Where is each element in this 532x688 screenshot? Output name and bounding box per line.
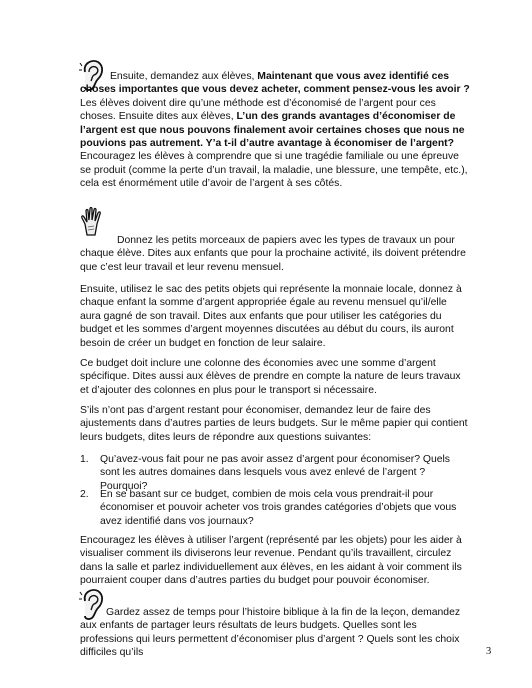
list-text: En se basant sur ce budget, combien de mois cela vous prendrait-il pour économiser et pouvoir acheter vos trois grandes catégories d’objets que vous avez identifié dans vos journaux? — [100, 489, 457, 527]
list-number: 1. — [80, 454, 89, 465]
page-number: 3 — [486, 646, 492, 657]
list-item — [80, 488, 470, 528]
paragraph-distribute-papers: Donnez les petits morceaux de papiers avec les types de travaux un pour chaque élève. Dites aux enfants que pour la prochaine activité, ils doivent prétendre que c’est leur travail et leur revenu mensuel. — [80, 235, 466, 273]
paragraph-bible-story: Gardez assez de temps pour l’histoire biblique à la fin de la leçon, demandez aux enfants de partager leurs résultats de leurs budgets. Quelles sont les professions qui leurs permettent d’économiser plus d’argent ? Quels sont les choix difficiles qu’ils — [80, 607, 461, 659]
list-number: 2. — [80, 489, 89, 500]
paragraph-visualize: Encouragez les élèves à utiliser l’argent (représenté par les objets) pour les aider à visualiser comment ils diviserons leur revenue. Pendant qu’ils travaillent, circulez dans la salle et parlez individuellement aux élèves, en les aidant à voir comment ils pourraient couper dans d’autres parties du budget pour pouvoir économiser. — [80, 535, 462, 587]
paragraph-savings-column: Ce budget doit inclure une colonne des économies avec une somme d’argent spécifique. Dites aussi aux élèves de prendre en compte la nature de leurs travaux et d’ajouter des colonnes en plus pour le transport si nécessaire. — [80, 358, 461, 396]
paragraph-money-bag: Ensuite, utilisez le sac des petits objets qui représente la monnaie locale, donnez à chaque enfant la somme d’argent appropriée égale au revenu mensuel qu’il/elle aura gagné de son travail. Dites aux enfants que pour utiliser les catégories du budget et les sommes d’argent moyennes discutées au début du cours, ils auront besoin de créer un budget en fonction de leur salaire. — [80, 284, 462, 349]
list-text: Qu’avez-vous fait pour ne pas avoir assez d’argent pour économiser? Quels sont les autres domaines dans lesquels vous avez enlevé de l’argent ? Pourquoi? — [100, 454, 451, 492]
paragraph-intro: Ensuite, demandez aux élèves, Maintenant que vous avez identifié ces choses importantes que vous devez acheter, comment pensez-vous les avoir ? Les élèves doivent dire qu’une méthode est d’économisé de l’argent pour ces choses. Ensuite dites aux élèves, L’un des grands avantages d’économiser de l’argent est que nous pouvons finalement avoir certaines choses que nous ne pouvions pas autrement. Y’a t-il d’autre avantage à économiser de l’argent? Encouragez les élèves à comprendre que si une tragédie familiale ou une épreuve se produit (comme la perte d’un travail, la maladie, une blessure, une tempête, etc.), cela est énormément utile d’avoir de l’argent à ses côtés. — [80, 71, 470, 190]
hand-icon — [79, 207, 107, 237]
paragraph-adjustments: S’ils n’ont pas d’argent restant pour économiser, demandez leur de faire des ajustements dans d’autres parties de leurs budgets. Sur le même papier qui contient leurs budgets, dites leurs de répondre aux questions suivantes: — [80, 405, 468, 443]
